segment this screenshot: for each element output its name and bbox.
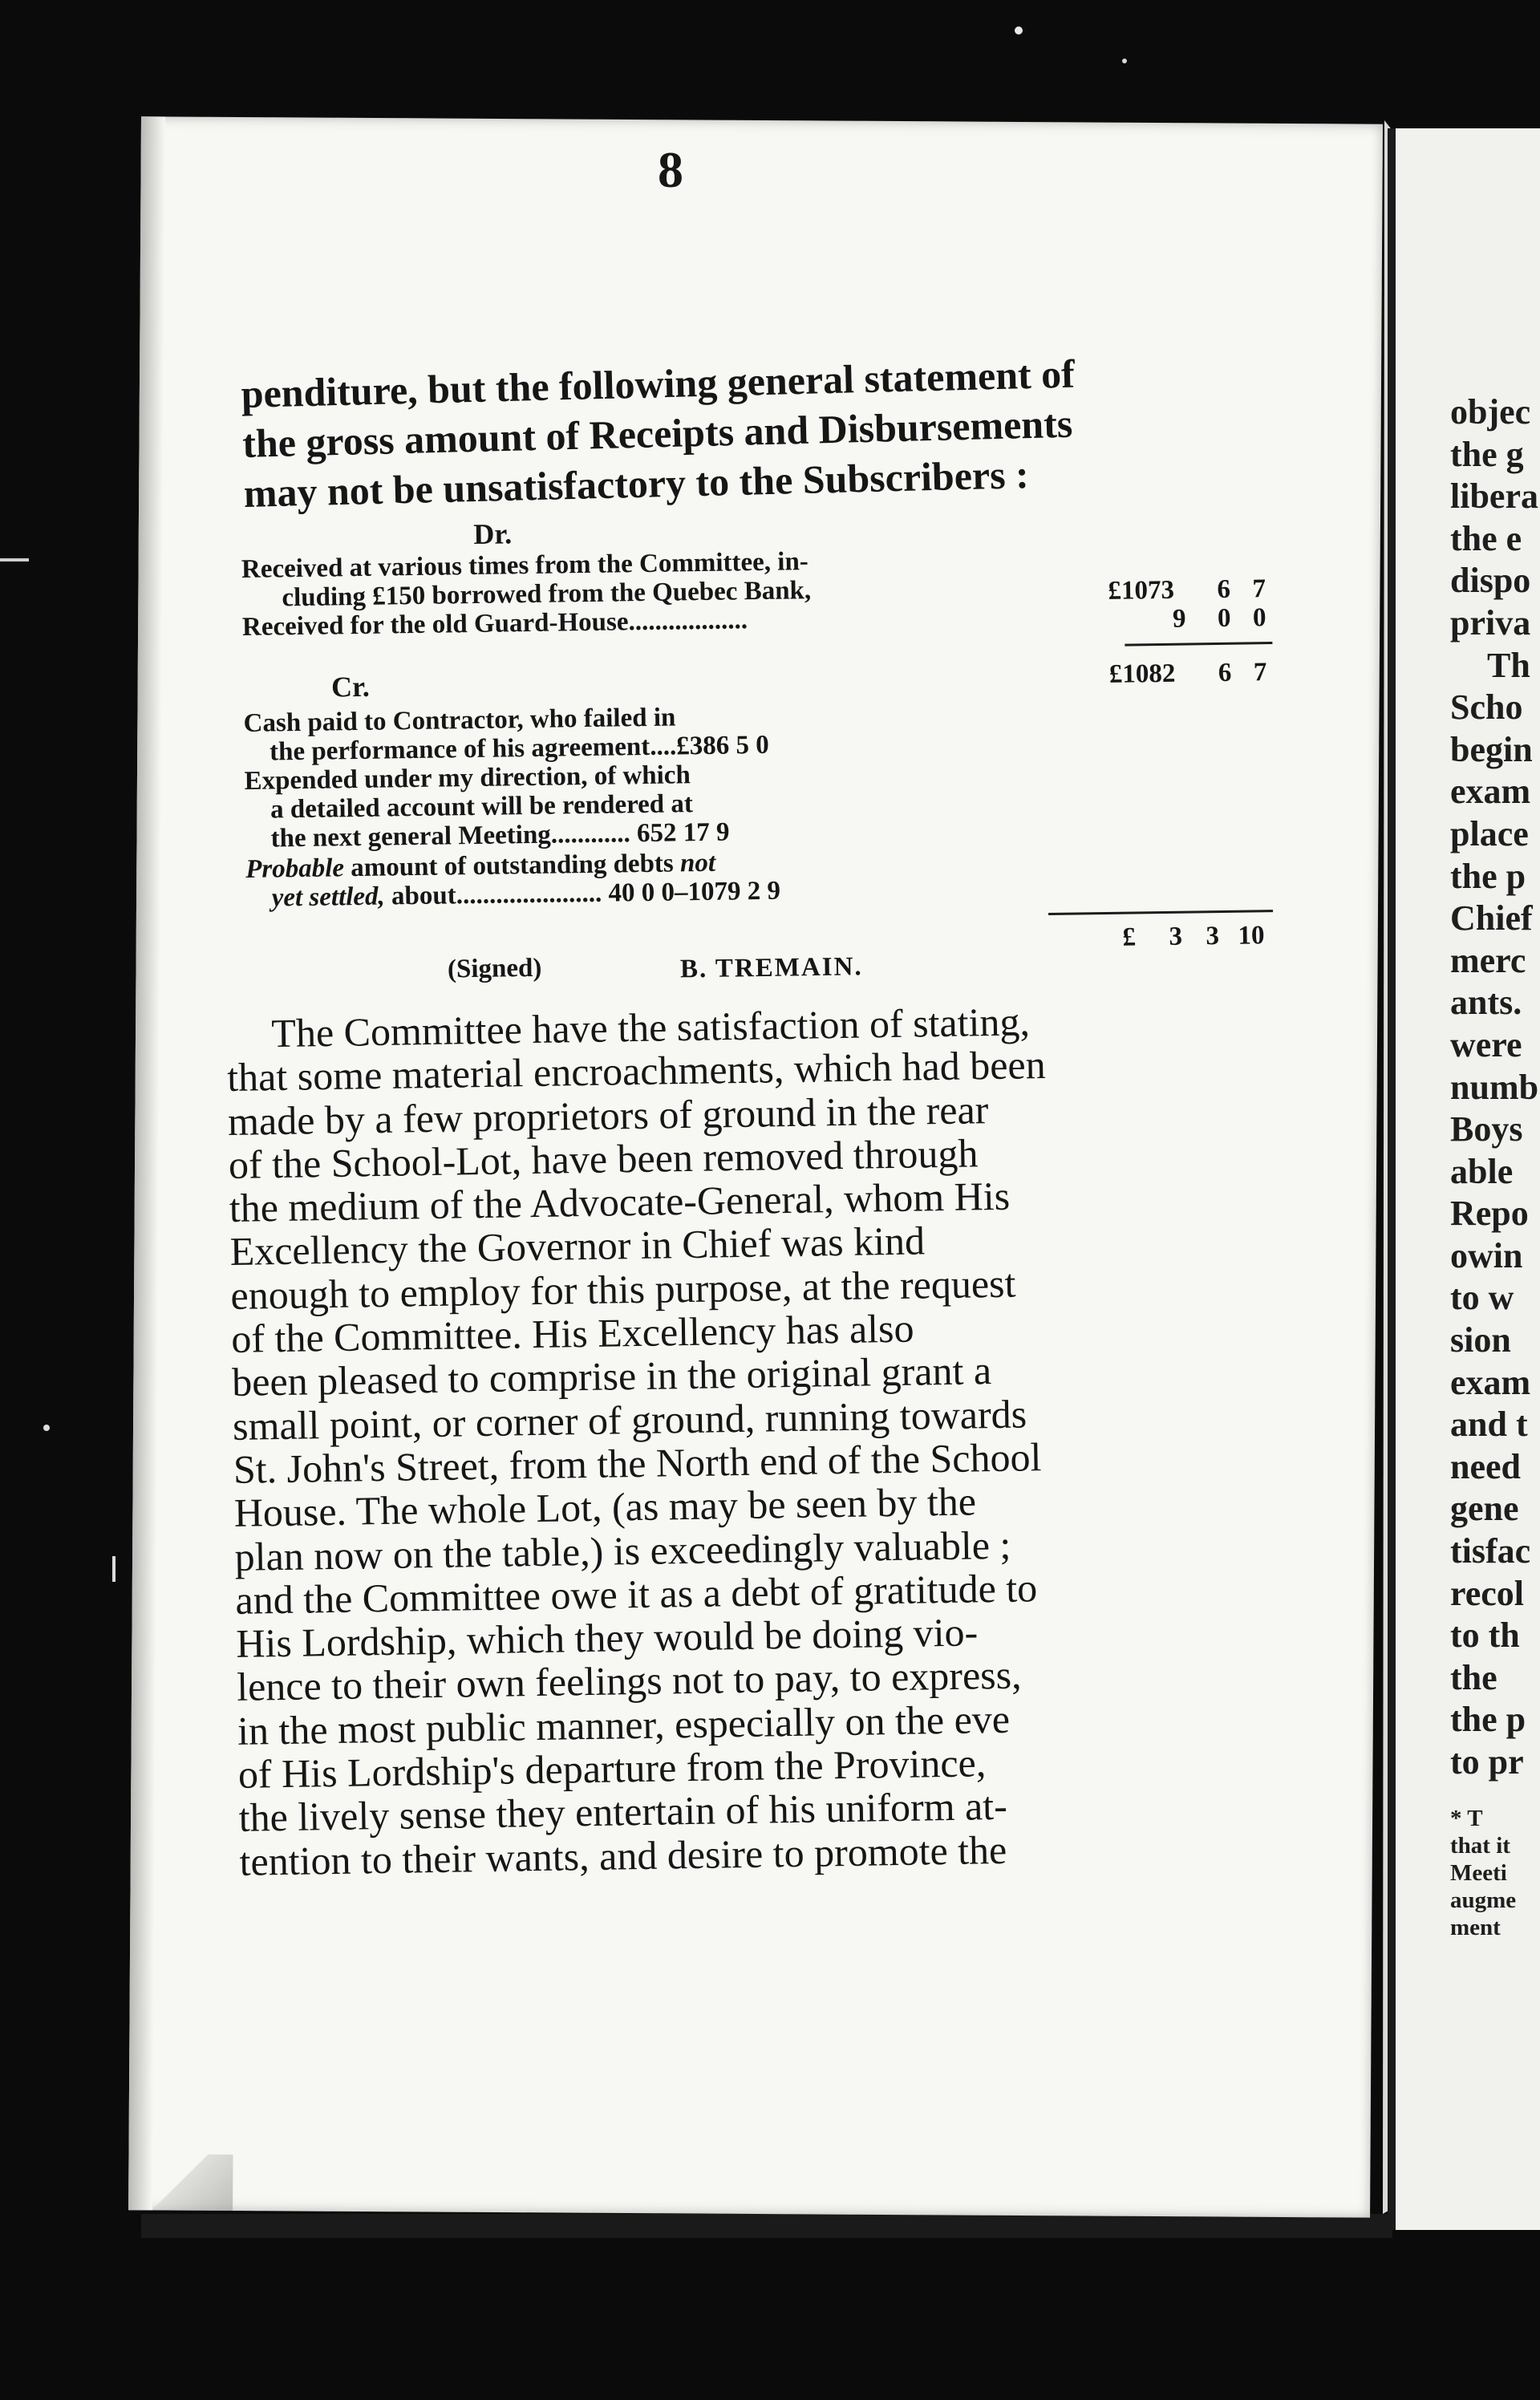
intro-line: may not be unsatisfactory to the Subscribers :: [243, 452, 1030, 516]
balance-amount: 10: [1238, 921, 1265, 951]
page-number: 8: [658, 141, 683, 198]
body-line: the medium of the Advocate-General, whom His: [229, 1173, 1011, 1231]
facing-line: the g: [1450, 434, 1524, 474]
facing-footnote-line: Meeti: [1450, 1859, 1507, 1886]
facing-line: Th: [1487, 645, 1530, 685]
debit-total: 6: [1218, 658, 1232, 687]
body-line: the lively sense they entertain of his uniform at-: [238, 1783, 1008, 1841]
body-line: His Lordship, which they would be doing vio-: [235, 1609, 979, 1667]
facing-line: and t: [1450, 1405, 1528, 1445]
debit-row-line: Received at various times from the Committee, in-: [241, 547, 809, 584]
footnote-gap: [1450, 1784, 1540, 1805]
debit-amount: 9: [1172, 604, 1186, 634]
body-line: of the School-Lot, have been removed through: [228, 1130, 979, 1187]
signed-label: (Signed): [447, 953, 542, 984]
facing-line: the e: [1450, 518, 1522, 558]
body-line: and the Committee owe it as a debt of gratitude to: [235, 1565, 1038, 1623]
body-line: small point, or corner of ground, running towards: [232, 1391, 1027, 1449]
body-paragraph: [226, 996, 1283, 1883]
facing-footnote-line: that it: [1450, 1832, 1510, 1859]
facing-line: gene: [1450, 1489, 1519, 1529]
balance-amount: 3: [1206, 922, 1220, 951]
debit-amount: 0: [1252, 603, 1266, 633]
body-line: tention to their wants, and desire to promote the: [239, 1826, 1007, 1884]
body-line: plan now on the table,) is exceedingly valuable ;: [234, 1522, 1011, 1579]
body-line: Excellency the Governor in Chief was kind: [229, 1218, 926, 1275]
credit-row-line: Expended under my direction, of which: [244, 760, 691, 796]
body-line: of the Committee. His Excellency has also: [230, 1305, 914, 1362]
body-line: been pleased to comprise in the original grant a: [231, 1348, 992, 1405]
facing-line: tisfac: [1450, 1531, 1531, 1571]
debit-amount: 0: [1217, 603, 1231, 634]
facing-line: the: [1450, 1657, 1497, 1697]
facing-line: the p: [1450, 856, 1526, 896]
facing-line: merc: [1450, 940, 1526, 980]
credit-text: about...................... 40 0 0–1079 2 9: [384, 876, 781, 911]
facing-footnote-line: ment: [1450, 1914, 1501, 1940]
body-line: in the most public manner, especially on the eve: [237, 1696, 1011, 1753]
credit-row-line: the performance of his agreement....£386 5 0: [269, 730, 769, 767]
credit-emphasis: Probable: [245, 853, 345, 884]
facing-line: owin: [1450, 1235, 1523, 1275]
body-line: enough to employ for this purpose, at the request: [230, 1260, 1016, 1318]
body-line: of His Lordship's departure from the Province,: [237, 1740, 987, 1797]
credit-heading: Cr.: [330, 670, 370, 703]
credit-text: amount of outstanding debts: [343, 849, 681, 883]
balance-amount: £: [1122, 922, 1137, 952]
debit-row-line: cluding £150 borrowed from the Quebec Bank,: [282, 576, 812, 613]
facing-line: need: [1450, 1446, 1521, 1486]
facing-line: able: [1450, 1151, 1514, 1191]
body-line: House. The whole Lot, (as may be seen by the: [233, 1478, 977, 1536]
facing-line: place: [1450, 813, 1529, 853]
body-line: lence to their own feelings not to pay, to express,: [236, 1652, 1022, 1710]
body-line: The Committee have the satisfaction of stating,: [270, 999, 1031, 1056]
facing-line: the p: [1450, 1700, 1526, 1740]
facing-line: recol: [1450, 1573, 1525, 1613]
signatory: B. TREMAIN.: [679, 952, 863, 984]
facing-line: ants.: [1450, 983, 1522, 1023]
facing-footnote-line: * T: [1450, 1805, 1483, 1831]
facing-line: to pr: [1450, 1742, 1524, 1782]
facing-line: to w: [1450, 1278, 1514, 1318]
facing-line: Chief: [1450, 898, 1533, 939]
balance-amount: 3: [1169, 922, 1183, 951]
facing-line: exam: [1450, 772, 1531, 812]
facing-line: exam: [1450, 1362, 1531, 1402]
facing-line: sion: [1450, 1320, 1511, 1360]
facing-line: Repo: [1450, 1194, 1529, 1234]
credit-row-line: Cash paid to Contractor, who failed in: [243, 703, 676, 738]
facing-line: numb: [1450, 1067, 1539, 1107]
debit-total: £1082: [1108, 659, 1176, 689]
intro-paragraph: [241, 343, 1287, 518]
facing-line: Scho: [1450, 687, 1523, 728]
intro-line: the gross amount of Receipts and Disbursements: [241, 400, 1073, 466]
credit-emphasis: yet settled,: [271, 882, 386, 913]
facing-page-text: [1450, 391, 1540, 1941]
facing-line: were: [1450, 1024, 1522, 1064]
facing-line: libera: [1450, 476, 1538, 517]
debit-row-line: Received for the old Guard-House..................: [241, 606, 748, 642]
debit-amount: 7: [1252, 574, 1266, 604]
credit-row-line: a detailed account will be rendered at: [270, 789, 694, 825]
intro-line: penditure, but the following general statement of: [241, 351, 1076, 416]
facing-footnote-line: augme: [1450, 1887, 1517, 1913]
debit-amount: 6: [1217, 574, 1231, 605]
debit-amount: £1073: [1108, 575, 1175, 606]
facing-line: begin: [1450, 729, 1533, 769]
body-line: made by a few proprietors of ground in the rear: [227, 1086, 989, 1144]
facing-line: objec: [1450, 392, 1531, 432]
facing-line: to th: [1450, 1616, 1520, 1656]
facing-line: dispo: [1450, 561, 1531, 601]
facing-line: priva: [1450, 602, 1531, 643]
debit-total: 7: [1253, 658, 1267, 687]
credit-row-line: the next general Meeting............ 652 17 9: [270, 817, 730, 853]
page-corner-fold: [128, 2154, 233, 2211]
body-line: St. John's Street, from the North end of the School: [233, 1434, 1042, 1492]
body-line: that some material encroachments, which had been: [226, 1042, 1047, 1101]
debit-heading: Dr.: [473, 517, 513, 550]
credit-emphasis: not: [679, 848, 716, 878]
facing-line: Boys: [1450, 1109, 1523, 1149]
